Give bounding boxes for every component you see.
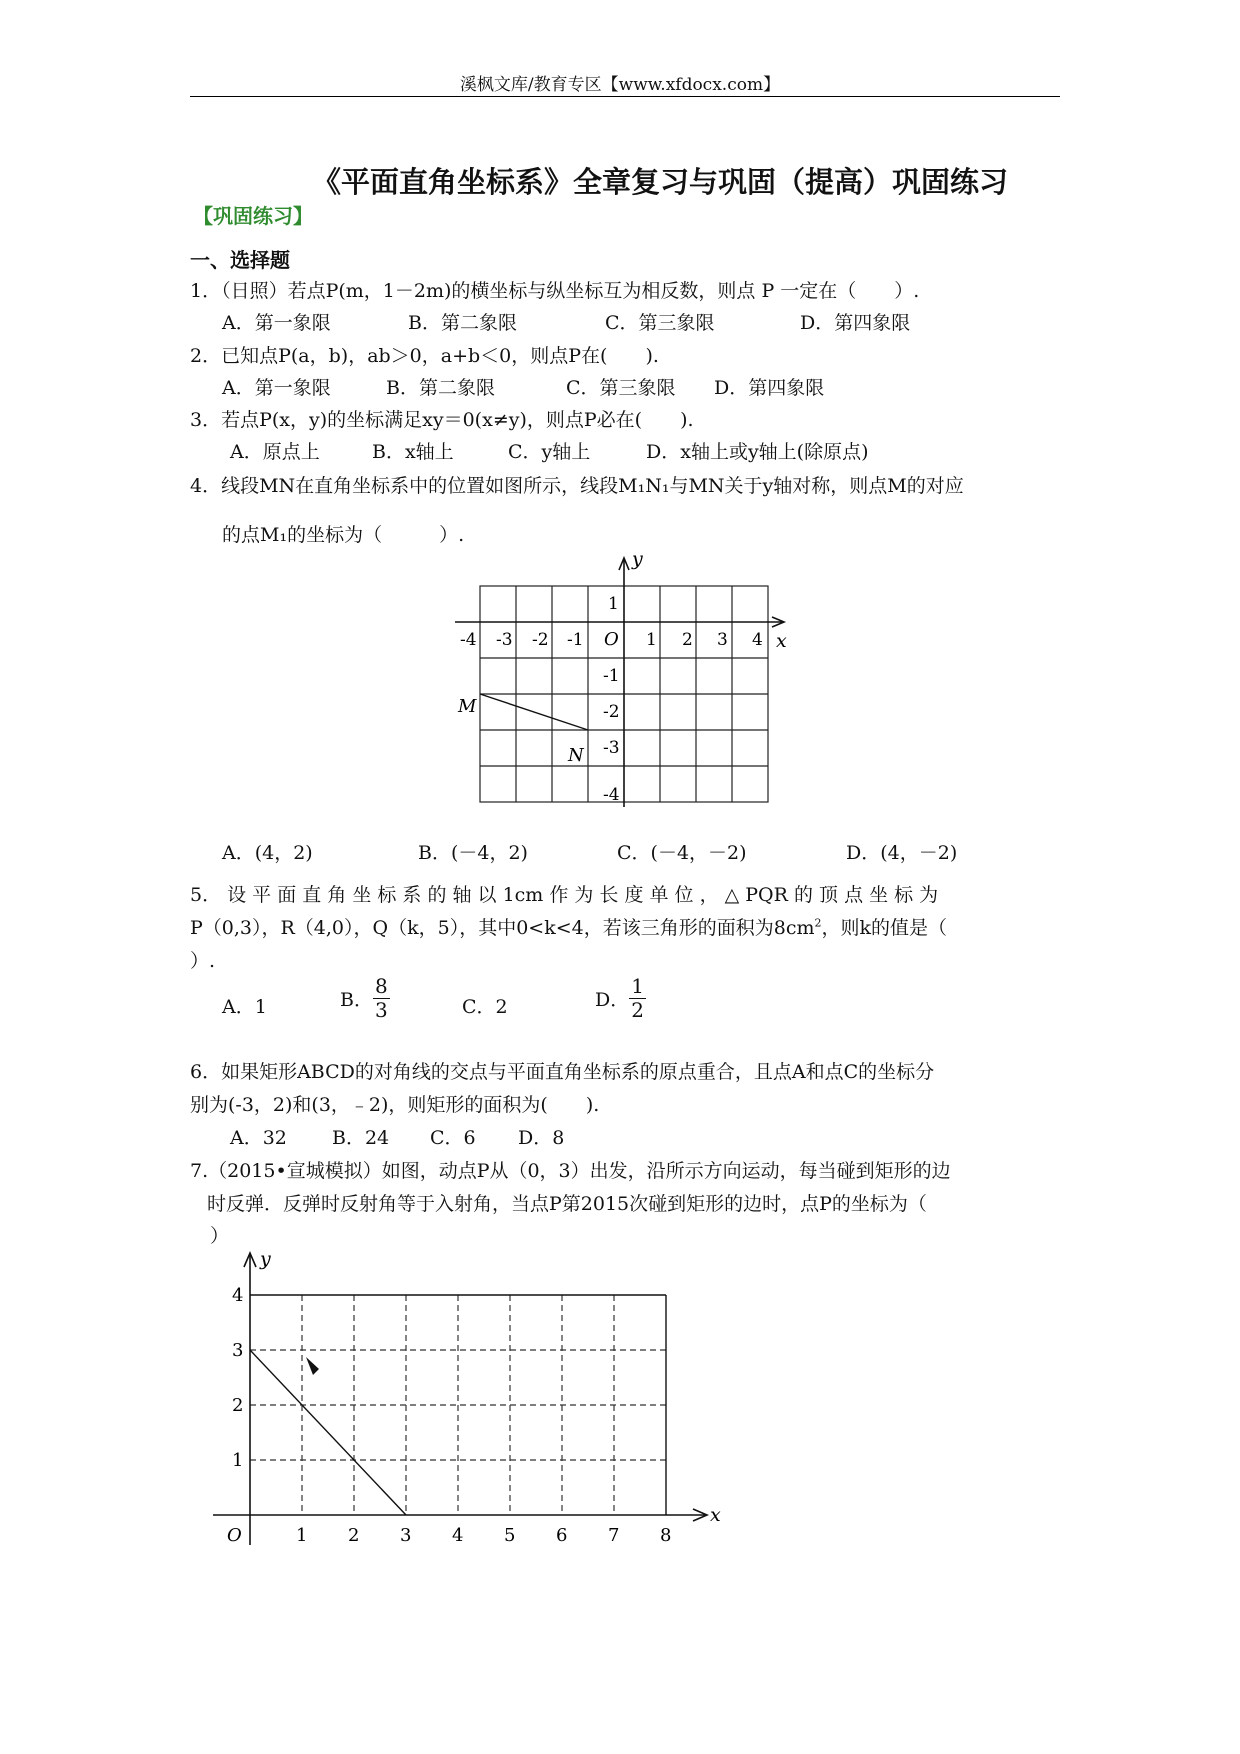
fraction-denominator: 2: [631, 998, 644, 1022]
q6-option-a: A．32: [230, 1127, 287, 1149]
q5-option-b-label: B．: [340, 989, 373, 1011]
point-m-label: M: [458, 696, 477, 717]
x-tick-6: 2: [682, 630, 693, 650]
subtitle: 【巩固练习】: [193, 204, 313, 228]
q4-option-b: B．(－4，2): [418, 842, 528, 864]
f2-x-tick-6: 6: [556, 1525, 568, 1546]
x-tick-5: 1: [646, 630, 657, 650]
q5-option-d-label: D．: [595, 989, 630, 1011]
figure-2-x-label: x: [710, 1504, 721, 1526]
f2-y-tick-4: 4: [232, 1285, 244, 1306]
y-tick-2: -1: [603, 666, 620, 686]
q5-option-a: A．1: [222, 996, 267, 1018]
f2-x-tick-8: 8: [660, 1525, 672, 1546]
q5-option-b: [340, 975, 390, 1022]
q5-option-c: C．2: [462, 996, 508, 1018]
segment-mn: [480, 694, 588, 730]
q4-option-c: C．(－4，－2): [617, 842, 747, 864]
y-tick-4: -3: [603, 738, 620, 758]
q3-option-d: D．x轴上或y轴上(除原点): [646, 441, 869, 463]
q2-option-d: D．第四象限: [714, 377, 825, 399]
fraction-numerator: 8: [374, 974, 388, 998]
q1-option-a: A．第一象限: [222, 312, 331, 334]
f2-x-tick-5: 5: [504, 1525, 516, 1546]
f2-y-tick-2: 2: [232, 1395, 244, 1416]
figure-2-billiard-grid: [205, 1245, 735, 1565]
figure-2-y-label: y: [260, 1248, 271, 1270]
fraction-1-2: [629, 975, 646, 1022]
figure-2-origin: O: [227, 1525, 242, 1546]
q2-option-b: B．第二象限: [386, 377, 495, 399]
question-4-text: 4．线段MN在直角坐标系中的位置如图所示，线段M₁N₁与MN关于y轴对称，则点M的对应: [190, 475, 964, 497]
x-tick-2: -3: [496, 630, 513, 650]
f2-x-tick-4: 4: [452, 1525, 464, 1546]
q2-option-c: C．第三象限: [566, 377, 676, 399]
question-5-text-2: [190, 913, 947, 940]
question-7-text-3: ）: [210, 1225, 230, 1247]
fraction-8-3: [373, 975, 390, 1022]
x-tick-1: -4: [460, 630, 477, 650]
q3-option-b: B．x轴上: [372, 441, 454, 463]
q6-option-d: D．8: [518, 1127, 565, 1149]
question-6-text-2: 别为(-3，2)和(3，﹣2)，则矩形的面积为( ).: [190, 1094, 600, 1116]
question-2-text: 2．已知点P(a，b)，ab＞0，a+b＜0，则点P在( ).: [190, 345, 659, 367]
x-tick-3: -2: [532, 630, 549, 650]
figure-1-y-label: y: [632, 548, 643, 570]
direction-arrow: [306, 1357, 319, 1375]
fraction-denominator: 3: [374, 998, 388, 1022]
f2-x-tick-2: 2: [348, 1525, 360, 1546]
q5-line2-part1: P（0,3），R（4,0），Q（k，5），其中0<k<4，若该三角形的面积为8cm: [190, 917, 815, 939]
q6-option-c: C．6: [430, 1127, 476, 1149]
figure-1-x-label: x: [776, 630, 787, 652]
figure-1-coordinate-grid: [440, 545, 800, 810]
q4-option-d: D．(4，－2): [846, 842, 958, 864]
q5-unit-superscript: 2: [814, 916, 822, 930]
fraction-numerator: 1: [631, 974, 644, 998]
q2-option-a: A．第一象限: [222, 377, 331, 399]
f2-x-tick-1: 1: [296, 1525, 308, 1546]
f2-x-tick-3: 3: [400, 1525, 412, 1546]
page-header: 溪枫文库/教育专区【www.xfdocx.com】: [459, 75, 781, 95]
q1-option-c: C．第三象限: [605, 312, 715, 334]
question-1-text: 1．（日照）若点P(m，1－2m)的横坐标与纵坐标互为相反数，则点 P 一定在（ ）.: [190, 280, 920, 302]
f2-x-tick-7: 7: [608, 1525, 620, 1546]
y-tick-5: -4: [603, 785, 620, 805]
figure-1-origin: O: [604, 629, 619, 650]
q3-option-c: C．y轴上: [508, 441, 591, 463]
page-title: 《平面直角坐标系》全章复习与巩固（提高）巩固练习: [311, 165, 1008, 199]
header-rule: [190, 96, 1060, 97]
q1-option-d: D．第四象限: [800, 312, 911, 334]
y-tick-3: -2: [603, 702, 620, 722]
x-tick-8: 4: [752, 630, 763, 650]
q1-option-b: B．第二象限: [408, 312, 517, 334]
point-n-label: N: [568, 745, 584, 766]
q6-option-b: B．24: [332, 1127, 390, 1149]
q4-option-a: A．(4，2): [222, 842, 313, 864]
q5-option-d: [595, 975, 646, 1022]
x-tick-7: 3: [717, 630, 728, 650]
section-heading: 一、选择题: [190, 248, 290, 272]
q5-line2-part2: ，则k的值是（: [821, 917, 947, 939]
y-tick-1: 1: [608, 594, 619, 614]
question-5-text-3: ）.: [190, 950, 216, 972]
path-line: [250, 1350, 406, 1515]
question-3-text: 3．若点P(x，y)的坐标满足xy＝0(x≠y)，则点P必在( ).: [190, 409, 694, 431]
x-tick-4: -1: [567, 630, 584, 650]
question-7-text: 7.（2015•宣城模拟）如图，动点P从（0，3）出发，沿所示方向运动，每当碰到矩形的边: [190, 1160, 951, 1182]
q3-option-a: A．原点上: [230, 441, 320, 463]
question-5-text: 5． 设 平 面 直 角 坐 标 系 的 轴 以 1cm 作 为 长 度 单 位 ， △ PQR 的 顶 点 坐 标 为: [190, 884, 939, 906]
f2-y-tick-3: 3: [232, 1340, 244, 1361]
question-6-text: 6．如果矩形ABCD的对角线的交点与平面直角坐标系的原点重合，且点A和点C的坐标分: [190, 1061, 935, 1083]
question-4-text-2: 的点M₁的坐标为（ ）.: [222, 524, 465, 546]
f2-y-tick-1: 1: [232, 1450, 244, 1471]
question-7-text-2: 时反弹．反弹时反射角等于入射角，当点P第2015次碰到矩形的边时，点P的坐标为（: [207, 1193, 927, 1215]
